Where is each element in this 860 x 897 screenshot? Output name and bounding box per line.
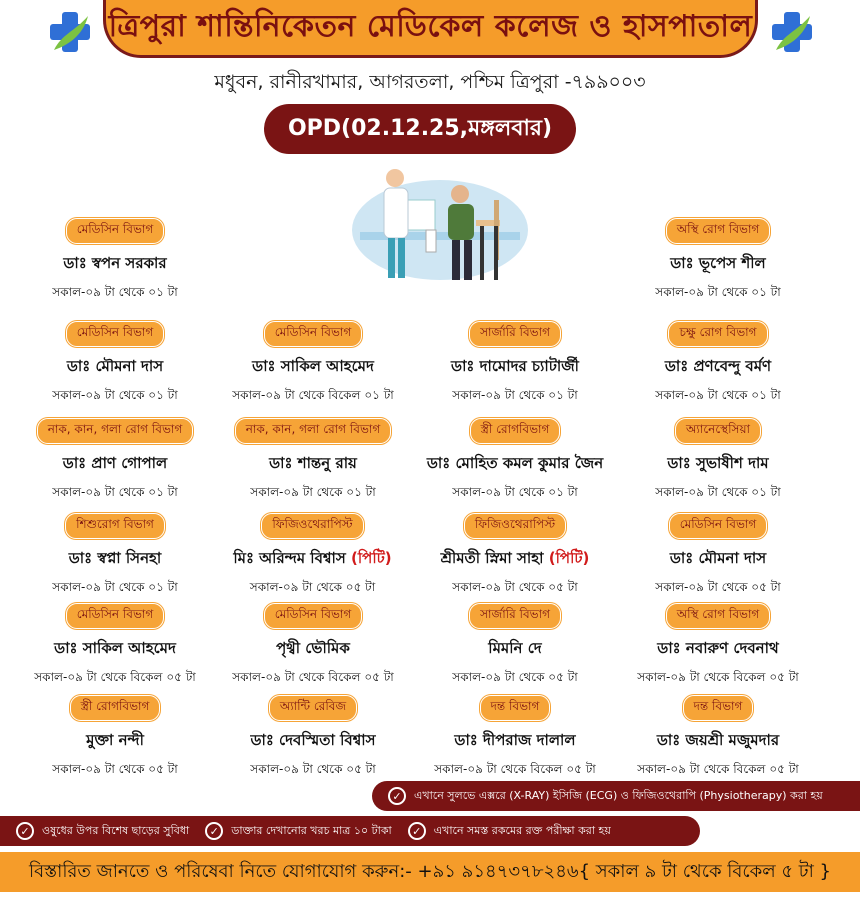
doctor-card — [395, 418, 635, 498]
doctor-card — [10, 218, 220, 298]
department-badge: দন্ত বিভাগ — [683, 695, 754, 721]
xray-ecg-text: এখানে সুলভে এক্সরে (X-RAY) ইসিজি (ECG) ও ফিজিওথেরাপি (Physiotherapy) করা হয় — [414, 788, 823, 802]
department-badge: নাক, কান, গলা রোগ বিভাগ — [37, 418, 193, 444]
department-badge: দন্ত বিভাগ — [480, 695, 551, 721]
medicine-discount-text: ওষুধের উপর বিশেষ ছাড়ের সুবিধা — [42, 823, 190, 837]
doctor-name-text: মিঃ অরিন্দম বিশ্বাস — [233, 549, 346, 567]
doctor-name: ডাঃ প্রাণ গোপাল — [62, 454, 168, 472]
hospital-logo-right-icon — [770, 10, 814, 54]
pt-suffix: (পিটি) — [351, 549, 392, 567]
doctor-timing: সকাল-০৯ টা থেকে ০৫ টা — [52, 762, 178, 776]
doctor-name: ডাঃ সুভাষীশ দাম — [667, 454, 769, 472]
department-badge: নাক, কান, গলা রোগ বিভাগ — [235, 418, 391, 444]
doctor-name: ডাঃ দীপরাজ দালাল — [454, 731, 576, 749]
doctor-name: ডাঃ স্বপ্না সিনহা — [68, 549, 162, 567]
blood-test-text: এখানে সমস্ত রকমের রক্ত পরীক্ষা করা হয় — [433, 823, 611, 837]
doctor-timing: সকাল-০৯ টা থেকে বিকেল ০১ টা — [232, 388, 394, 402]
hospital-address: মধুবন, রানীরখামার, আগরতলা, পশ্চিম ত্রিপুরা -৭৯৯০০৩ — [214, 71, 646, 93]
opd-date-text: OPD(02.12.25,মঙ্গলবার) — [287, 115, 553, 141]
doctor-name: পৃথ্বী ভৌমিক — [276, 639, 350, 657]
department-badge: মেডিসিন বিভাগ — [669, 513, 768, 539]
xray-ecg-banner — [372, 781, 860, 811]
department-badge: শিশুরোগ বিভাগ — [65, 513, 165, 539]
doctor-timing: সকাল-০৯ টা থেকে ০১ টা — [52, 580, 178, 594]
doctor-timing: সকাল-০৯ টা থেকে বিকেল ০৫ টা — [34, 670, 196, 684]
doctor-timing: সকাল-০৯ টা থেকে ০৫ টা — [452, 670, 578, 684]
doctor-timing: সকাল-০৯ টা থেকে ০১ টা — [655, 388, 781, 402]
doctor-name: ডাঃ দামোদর চ্যাটার্জী — [451, 357, 579, 375]
doctor-timing: সকাল-০৯ টা থেকে বিকেল ০৫ টা — [434, 762, 596, 776]
doctor-timing: সকাল-০৯ টা থেকে ০১ টা — [655, 485, 781, 499]
department-badge: মেডিসিন বিভাগ — [66, 321, 165, 347]
opd-date-pill — [264, 104, 576, 154]
doctor-name: ডাঃ প্রণবেন্দু বর্মণ — [664, 357, 772, 375]
department-badge: মেডিসিন বিভাগ — [264, 603, 363, 629]
department-badge: ফিজিওথেরাপিস্ট — [464, 513, 566, 539]
check-circle-icon: ✓ — [205, 822, 223, 840]
doctor-card — [410, 513, 620, 593]
services-banner — [0, 816, 700, 846]
department-badge: অ্যান্টি রেবিজ — [269, 695, 357, 721]
hospital-title: ত্রিপুরা শান্তিনিকেতন মেডিকেল কলেজ ও হাসপাতাল — [108, 9, 753, 44]
doctor-card — [410, 603, 620, 683]
doctor-card — [613, 418, 823, 498]
department-badge: স্ত্রী রোগবিভাগ — [70, 695, 161, 721]
doctor-name: ডাঃ মৌমনা দাস — [669, 549, 767, 567]
doctor-name: ডাঃ জয়শ্রী মজুমদার — [656, 731, 780, 749]
doctor-name-text: শ্রীমতী স্নিমা সাহা — [440, 549, 544, 567]
department-badge: মেডিসিন বিভাগ — [66, 603, 165, 629]
doctor-timing: সকাল-০৯ টা থেকে বিকেল ০৫ টা — [637, 762, 799, 776]
doctor-card — [208, 321, 418, 401]
hospital-logo-left-icon — [48, 10, 92, 54]
check-circle-icon: ✓ — [408, 822, 426, 840]
doctor-card — [205, 513, 420, 593]
contact-text: বিস্তারিত জানতে ও পরিষেবা নিতে যোগাযোগ করুন:- +৯১ ৯১৪৭৩৭৮২৪৬{ সকাল ৯ টা থেকে বিকেল ৫ টা } — [28, 860, 831, 882]
doctor-name: ডাঃ ভূপেস শীল — [670, 254, 766, 272]
doctor-name: ডাঃ স্বপন সরকার — [63, 254, 167, 272]
header-title-bar — [103, 0, 758, 58]
doctor-card — [10, 695, 220, 775]
doctor-card — [410, 695, 620, 775]
doctor-timing: সকাল-০৯ টা থেকে বিকেল ০৫ টা — [232, 670, 394, 684]
department-badge: সার্জারি বিভাগ — [469, 603, 561, 629]
doctor-card — [613, 321, 823, 401]
department-badge: স্ত্রী রোগবিভাগ — [470, 418, 561, 444]
doctor-timing: সকাল-০৯ টা থেকে ০৫ টা — [249, 580, 376, 594]
doctor-card — [208, 695, 418, 775]
doctor-patient-illustration — [340, 160, 530, 288]
doctor-timing: সকাল-০৯ টা থেকে ০১ টা — [52, 388, 178, 402]
doctor-name: ডাঃ শান্তনু রায় — [269, 454, 357, 472]
doctor-name — [205, 547, 420, 572]
doctor-timing: সকাল-০৯ টা থেকে ০১ টা — [655, 285, 781, 299]
doctor-timing: সকাল-০৯ টা থেকে ০১ টা — [250, 485, 376, 499]
doctor-timing: সকাল-০৯ টা থেকে ০৫ টা — [250, 762, 376, 776]
doctor-name: মিমনি দে — [488, 639, 542, 657]
doctor-timing: সকাল-০৯ টা থেকে ০১ টা — [452, 388, 578, 402]
doctor-timing: সকাল-০৯ টা থেকে বিকেল ০৫ টা — [637, 670, 799, 684]
doctor-name: ডাঃ মোহিত কমল কুমার জৈন — [426, 454, 604, 472]
doctor-card — [208, 603, 418, 683]
doctor-timing: সকাল-০৯ টা থেকে ০৫ টা — [452, 580, 578, 594]
doctor-name: ডাঃ মৌমনা দাস — [66, 357, 164, 375]
contact-bar — [0, 852, 860, 892]
department-badge: ফিজিওথেরাপিস্ট — [261, 513, 363, 539]
doctor-card — [10, 603, 220, 683]
department-badge: অস্থি রোগ বিভাগ — [666, 218, 771, 244]
doctor-timing: সকাল-০৯ টা থেকে ০৫ টা — [655, 580, 781, 594]
doctor-name: মুক্তা নন্দী — [86, 731, 144, 749]
doctor-card — [613, 603, 823, 683]
check-circle-icon: ✓ — [16, 822, 34, 840]
doctor-card — [10, 321, 220, 401]
doctor-card — [613, 513, 823, 593]
doctor-timing: সকাল-০৯ টা থেকে ০১ টা — [52, 285, 178, 299]
doctor-name: ডাঃ দেবস্মিতা বিশ্বাস — [250, 731, 376, 749]
doctor-card — [613, 695, 823, 775]
doctor-card — [613, 218, 823, 298]
doctor-timing: সকাল-০৯ টা থেকে ০১ টা — [52, 485, 178, 499]
doctor-fee-text: ডাক্তার দেখানোর খরচ মাত্র ১০ টাকা — [231, 823, 392, 837]
department-badge: সার্জারি বিভাগ — [469, 321, 561, 347]
doctor-timing: সকাল-০৯ টা থেকে ০১ টা — [452, 485, 578, 499]
doctor-card — [10, 418, 220, 498]
doctor-card — [410, 321, 620, 401]
department-badge: মেডিসিন বিভাগ — [66, 218, 165, 244]
doctor-name: ডাঃ সাকিল আহমেদ — [252, 357, 374, 375]
department-badge: মেডিসিন বিভাগ — [264, 321, 363, 347]
doctor-name — [410, 547, 620, 572]
doctor-name: ডাঃ সাকিল আহমেদ — [54, 639, 176, 657]
doctor-card — [208, 418, 418, 498]
check-circle-icon: ✓ — [388, 787, 406, 805]
doctor-name: ডাঃ নবারুণ দেবনাথ — [657, 639, 779, 657]
department-badge: অ্যানেস্থেসিয়া — [675, 418, 761, 444]
pt-suffix: (পিটি) — [548, 549, 590, 567]
department-badge: চক্ষু রোগ বিভাগ — [668, 321, 767, 347]
doctor-card — [10, 513, 220, 593]
department-badge: অস্থি রোগ বিভাগ — [666, 603, 771, 629]
